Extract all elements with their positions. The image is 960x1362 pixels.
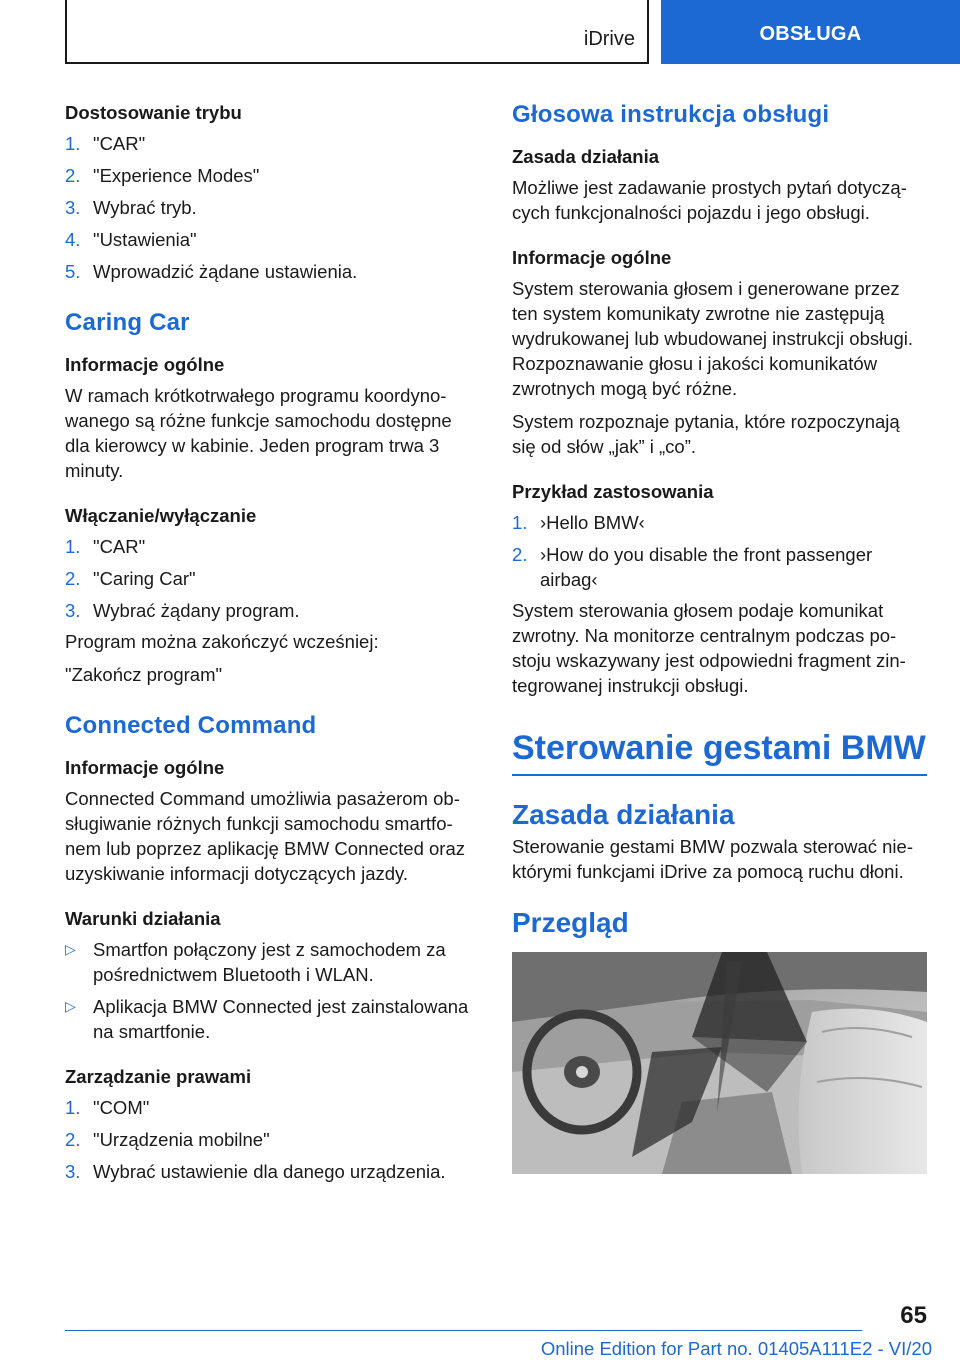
- list-item: 3. Wybrać żądany program.: [65, 600, 300, 621]
- list-item: ▷ Smartfon połączony jest z samochodem za pośrednictwem Bluetooth i WLAN.: [65, 939, 446, 985]
- connected-rights-subtitle: Zarządzanie prawami: [65, 1066, 252, 1087]
- list-item: ▷ Aplikacja BMW Connected jest zainstalowana na smartfonie.: [65, 996, 469, 1042]
- connected-rights-list: [65, 1095, 480, 1184]
- mode-steps-list: [65, 131, 480, 284]
- gesture-control-heading: Sterowanie gestami BMW: [512, 728, 927, 776]
- voice-info-text-2: System rozpoznaje pytania, które rozpoczynają się od słów „jak” i „co”.: [512, 411, 900, 457]
- list-item: 1. ›Hello BMW‹: [512, 512, 645, 533]
- list-item: 1. "CAR": [65, 133, 146, 154]
- voice-info-subtitle: Informacje ogólne: [512, 247, 672, 268]
- gesture-camera-illustration: [512, 952, 927, 1174]
- footer-edition: Online Edition for Part no. 01405A111E2 - VI/20: [540, 1338, 932, 1359]
- voice-info-text-1: System sterowania głosem i generowane przez ten system komunikaty zwrotne nie zastępują wydrukowanej lub wbudowanej instrukcji obsługi. Rozpoznawanie głosu i jakości komunikatów zwrotnych mogą być różne.: [512, 278, 914, 399]
- list-item: 3. Wybrać ustawienie dla danego urządzenia.: [65, 1161, 446, 1182]
- header-chapter-tab: OBSŁUGA: [661, 0, 960, 64]
- connected-command-heading: Connected Command: [65, 712, 317, 739]
- caring-info-text: W ramach krótkotrwałego programu koordyno-wanego są różne funkcje samochodu dostępne dla kierowcy w kabinie. Jeden program trwa 3 minuty.: [65, 385, 452, 481]
- header-section-title: iDrive: [583, 28, 635, 50]
- voice-example-subtitle: Przykład zastosowania: [512, 481, 714, 502]
- voice-principle-subtitle: Zasada działania: [512, 146, 660, 167]
- triangle-bullet-icon: ▷: [65, 941, 76, 957]
- right-column: [512, 100, 927, 1174]
- list-item: 5. Wprowadzić żądane ustawienia.: [65, 261, 358, 282]
- voice-result-text: System sterowania głosem podaje komunikat zwrotny. Na monitorze centralnym podczas po-stoju wskazywany jest odpowiedni fragment zin-tegrowanej instrukcji obsługi.: [512, 600, 906, 696]
- connected-info-subtitle: Informacje ogólne: [65, 757, 225, 778]
- connected-info-text: Connected Command umożliwia pasażerom ob-sługiwanie różnych funkcji samochodu smartfo-nem lub poprzez aplikację BMW Connected oraz uzyskiwanie informacji dotyczących jazdy.: [65, 788, 465, 884]
- list-item: 2. "Caring Car": [65, 568, 196, 589]
- gesture-principle-text: Sterowanie gestami BMW pozwala sterować nie-którymi funkcjami iDrive za pomocą ruchu dłoni.: [512, 836, 913, 882]
- gesture-overview-heading: Przegląd: [512, 907, 629, 938]
- voice-example-list: [512, 510, 927, 592]
- mode-subtitle: Dostosowanie trybu: [65, 102, 242, 123]
- caring-end-text: Program można zakończyć wcześniej:: [65, 631, 379, 652]
- caring-steps-list: [65, 534, 480, 623]
- left-column: [65, 100, 480, 1184]
- connected-conditions-subtitle: Warunki działania: [65, 908, 221, 929]
- voice-manual-heading: Głosowa instrukcja obsługi: [512, 101, 830, 128]
- list-item: 3. Wybrać tryb.: [65, 197, 197, 218]
- list-item: 2. "Urządzenia mobilne": [65, 1129, 270, 1150]
- gesture-principle-heading: Zasada działania: [512, 799, 735, 830]
- list-item: 2. "Experience Modes": [65, 165, 260, 186]
- connected-conditions-list: [65, 937, 480, 1044]
- footer-divider: [65, 1330, 862, 1331]
- page-number: 65: [900, 1302, 927, 1329]
- list-item: 2. ›How do you disable the front passenger airbag‹: [512, 544, 873, 590]
- caring-car-heading: Caring Car: [65, 309, 190, 336]
- header-frame: [65, 0, 649, 64]
- list-item: 1. "COM": [65, 1097, 150, 1118]
- caring-end-label: "Zakończ program": [65, 664, 223, 685]
- list-item: 4. "Ustawienia": [65, 229, 197, 250]
- caring-onoff-subtitle: Włączanie/wyłączanie: [65, 505, 257, 526]
- voice-principle-text: Możliwe jest zadawanie prostych pytań dotyczą-cych funkcjonalności pojazdu i jego obsługi.: [512, 177, 907, 223]
- list-item: 1. "CAR": [65, 536, 146, 557]
- caring-info-subtitle: Informacje ogólne: [65, 354, 225, 375]
- triangle-bullet-icon: ▷: [65, 998, 76, 1014]
